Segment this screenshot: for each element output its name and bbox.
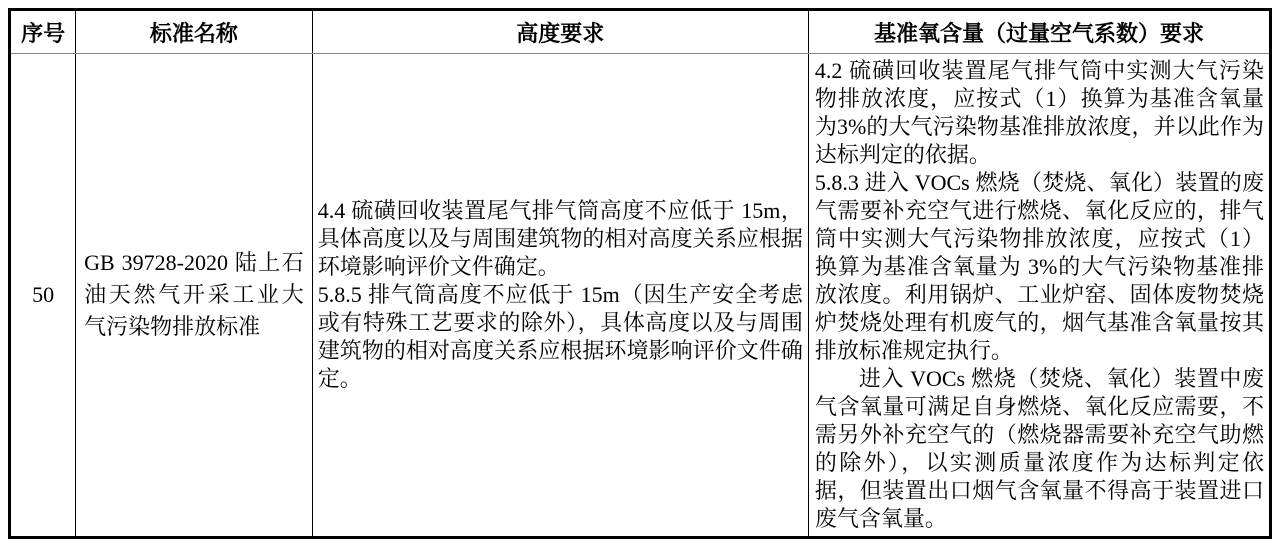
- cell-standard-name: GB 39728-2020 陆上石油天然气开采工业大气污染物排放标准: [76, 54, 313, 538]
- oxygen-requirement-paragraph-2: 5.8.3 进入 VOCs 燃烧（焚烧、氧化）装置的废气需要补充空气进行燃烧、氧化反应的，排气筒中实测大气污染物排放浓度，应按式（1）换算为基准含氧量为 3%的大气污染物基准排放浓度。利用锅炉、工业炉窑、固体废物焚烧炉焚烧处理有机废气的，烟气基准含氧量按其排放标准规定执行。: [814, 170, 1264, 363]
- standards-table: [8, 8, 1272, 539]
- header-col-height-requirement: 高度要求: [312, 10, 808, 54]
- oxygen-requirement-paragraph-1: 4.2 硫磺回收装置尾气排气筒中实测大气污染物排放浓度，应按式（1）换算为基准含氧量为3%的大气污染物基准排放浓度，并以此作为达标判定的依据。: [814, 58, 1264, 167]
- header-col-oxygen-requirement: 基准氧含量（过量空气系数）要求: [808, 10, 1270, 54]
- height-requirement-paragraph-1: 4.4 硫磺回收装置尾气排气筒高度不应低于 15m，具体高度以及与周围建筑物的相对高度关系应根据环境影响评价文件确定。: [317, 198, 803, 279]
- oxygen-requirement-paragraph-3: 进入 VOCs 燃烧（焚烧、氧化）装置中废气含氧量可满足自身燃烧、氧化反应需要，不需另外补充空气的（燃烧器需要补充空气助燃的除外），以实测质量浓度作为达标判定依据，但装置出口烟气含氧量不得高于装置进口废气含氧量。: [814, 366, 1264, 531]
- cell-serial-number: 50: [10, 54, 76, 538]
- height-requirement-paragraph-2: 5.8.5 排气筒高度不应低于 15m（因生产安全考虑或有特殊工艺要求的除外），具体高度以及与周围建筑物的相对高度关系应根据环境影响评价文件确定。: [317, 282, 803, 391]
- table-row: [10, 54, 1271, 538]
- header-col-index: 序号: [10, 10, 76, 54]
- header-col-standard-name: 标准名称: [76, 10, 313, 54]
- cell-oxygen-requirement: [808, 54, 1270, 538]
- table-header-row: [10, 10, 1271, 54]
- cell-height-requirement: [312, 54, 808, 538]
